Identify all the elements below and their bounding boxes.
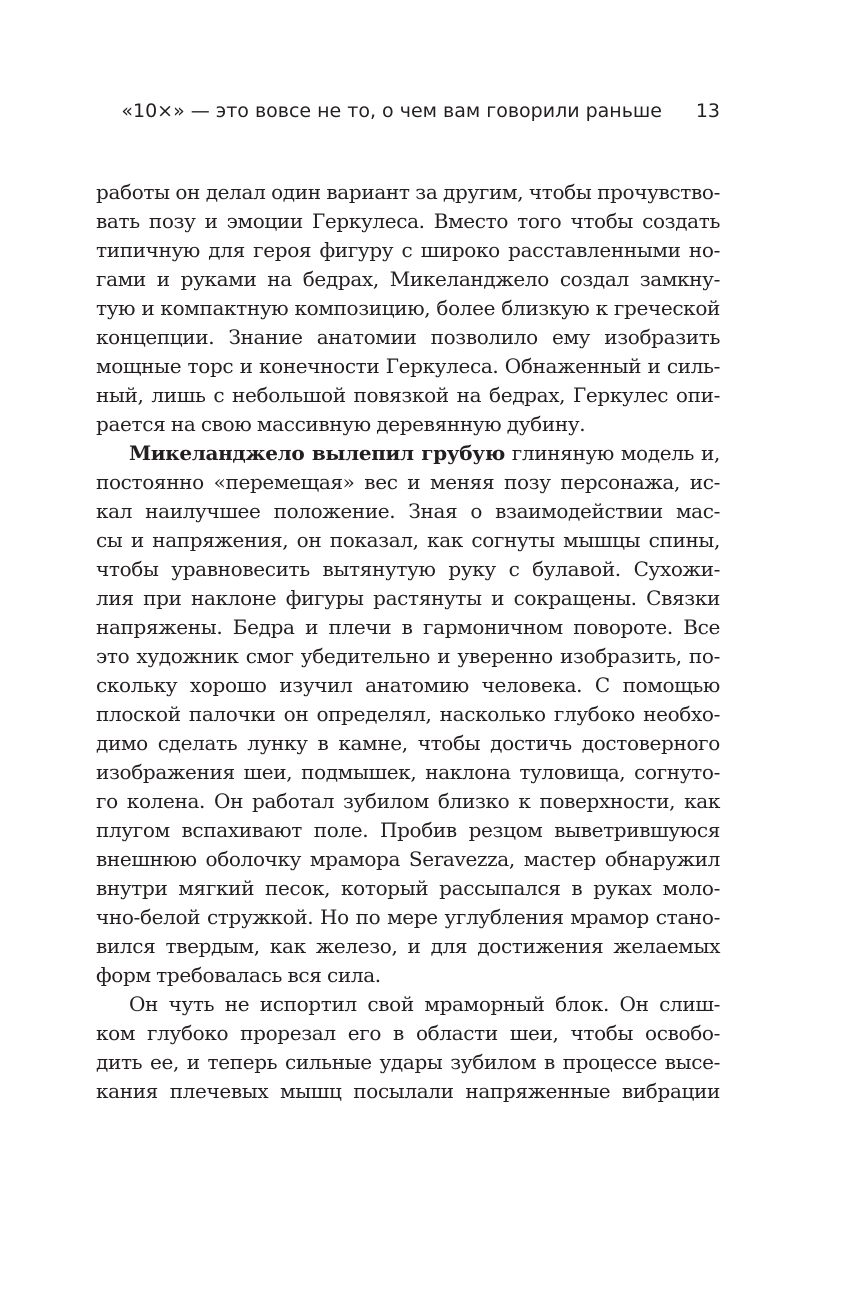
text-line: чтобы уравновесить вытянутую руку с булавой. Сухожи- (96, 557, 720, 581)
text-line: кания плечевых мышц посылали напряженные вибрации (96, 1079, 720, 1103)
text-line: ком глубоко прорезал его в области шеи, чтобы освобо- (96, 1021, 720, 1045)
text-line: чно-белой стружкой. Но по мере углубления мрамор стано- (96, 905, 720, 929)
paragraph-2 (96, 439, 720, 990)
text-line: го колена. Он работал зубилом близко к поверхности, как (96, 789, 720, 813)
text-line: кал наилучшее положение. Зная о взаимодействии мас- (96, 499, 720, 523)
text-line-first (96, 439, 720, 468)
running-header (96, 96, 720, 126)
text-line: сы и напряжения, он показал, как согнуты мышцы спины, (96, 528, 720, 552)
text-line: плоской палочки он определял, насколько глубоко необхо- (96, 702, 720, 726)
text-line: тую и компактную композицию, более близкую к греческой (96, 296, 720, 320)
text-line: дить ее, и теперь сильные удары зубилом в процессе высе- (96, 1050, 720, 1074)
text-line: мощные торс и конечности Геркулеса. Обнаженный и силь- (96, 354, 720, 378)
page-number: 13 (695, 100, 720, 122)
text-line: работы он делал один вариант за другим, чтобы прочувство- (96, 180, 720, 204)
text-line: внутри мягкий песок, который рассыпался в руках моло- (96, 876, 720, 900)
text-line-first: Он чуть не испортил свой мраморный блок. Он слиш- (129, 992, 720, 1016)
text-line: плугом вспахивают поле. Пробив резцом выветрившуюся (96, 818, 720, 842)
text-line: ный, лишь с небольшой повязкой на бедрах, Геркулес опи- (96, 383, 720, 407)
text-line: внешнюю оболочку мрамора Seravezza, мастер обнаружил (96, 847, 720, 871)
text-line: это художник смог убедительно и уверенно изобразить, по- (96, 644, 720, 668)
text-line: концепции. Знание анатомии позволило ему изобразить (96, 325, 720, 349)
text-line: лия при наклоне фигуры растянуты и сокращены. Связки (96, 586, 720, 610)
text-line: скольку хорошо изучил анатомию человека. С помощью (96, 673, 720, 697)
text-line: вился твердым, как железо, и для достижения желаемых (96, 934, 720, 958)
text-line: типичную для героя фигуру с широко расставленными но- (96, 238, 720, 262)
text-line: постоянно «перемещая» вес и меняя позу персонажа, ис- (96, 470, 720, 494)
text-line: напряжены. Бедра и плечи в гармоничном повороте. Все (96, 615, 720, 639)
paragraph-3 (96, 990, 720, 1106)
running-title: «10×» — это вовсе не то, о чем вам говорили раньше (121, 100, 662, 122)
first-line-rest: глиняную модель и, (504, 441, 720, 465)
bold-lead-text: Микеланджело вылепил грубую (129, 441, 505, 465)
text-line: изображения шеи, подмышек, наклона туловища, согнуто- (96, 760, 720, 784)
body-text (96, 178, 720, 1106)
paragraph-1 (96, 178, 720, 439)
text-line: димо сделать лунку в камне, чтобы достичь достоверного (96, 731, 720, 755)
text-line: гами и руками на бедрах, Микеланджело создал замкну- (96, 267, 720, 291)
text-line: форм требовалась вся сила. (96, 963, 381, 987)
text-line: вать позу и эмоции Геркулеса. Вместо того чтобы создать (96, 209, 720, 233)
text-line: рается на свою массивную деревянную дубину. (96, 412, 586, 436)
